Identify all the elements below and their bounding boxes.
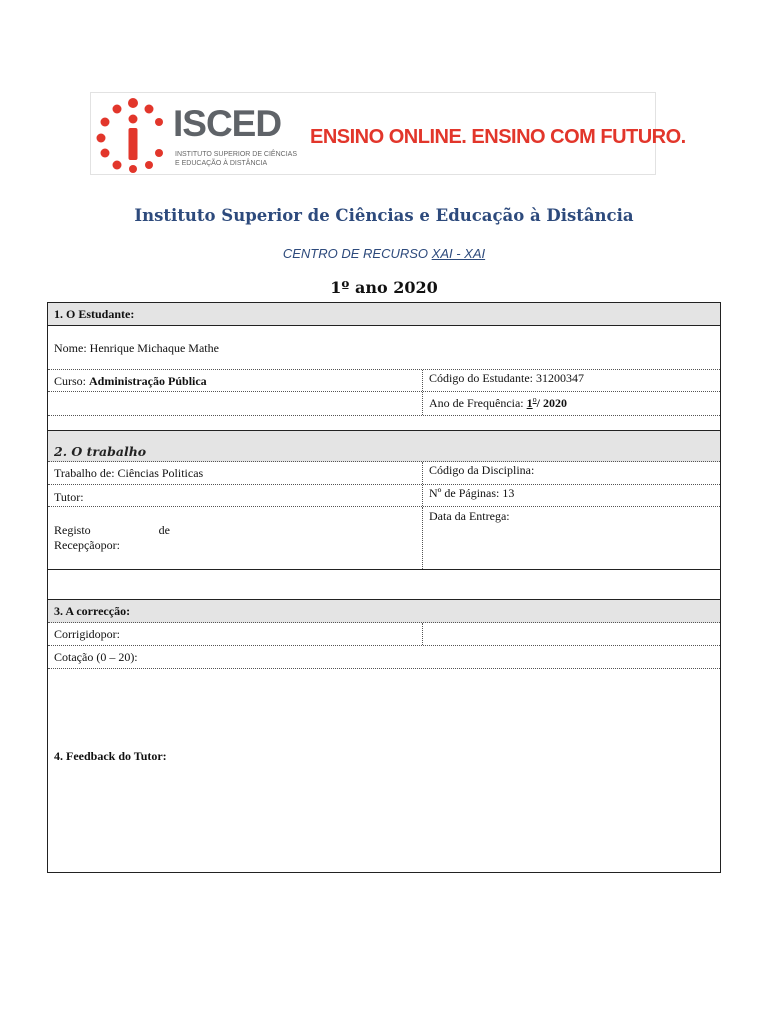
- curso-row: [48, 370, 720, 392]
- corrigido-row: [48, 623, 720, 646]
- trabalho-text: Trabalho de: Ciências Politicas: [54, 466, 204, 480]
- logo-wordmark: ISCED: [173, 103, 282, 144]
- registo-row: [48, 507, 720, 570]
- centro-recurso: CENTRO DE RECURSO XAI - XAI: [282, 246, 486, 261]
- trabalho-row: [48, 462, 720, 485]
- institution-title: Instituto Superior de Ciências e Educação à Distância: [134, 206, 634, 225]
- cotacao-row: [48, 646, 720, 669]
- codigo-disciplina: Código da Disciplina:: [429, 463, 535, 477]
- nome-row: [48, 326, 720, 370]
- cover-form: [47, 302, 721, 873]
- section3-title: 3. A correcção:: [54, 604, 131, 618]
- corrigido-text: Corrigidopor:: [54, 627, 120, 641]
- section1-header: [48, 303, 720, 326]
- logo-subtitle: INSTITUTO SUPERIOR DE CIÊNCIAS E EDUCAÇÃO À DISTÂNCIA: [175, 151, 297, 167]
- cotacao-text: Cotação (0 – 20):: [54, 650, 138, 664]
- section1-title: 1. O Estudante:: [54, 307, 135, 321]
- section2-title: 2. O trabalho: [54, 444, 147, 459]
- isced-logo-icon: [93, 95, 171, 173]
- registo-text: Registo de Recepçãopor:: [54, 523, 170, 552]
- ano-frequencia: Ano de Frequência: 1$^o$/ 2020: [429, 395, 567, 410]
- feedback-title: 4. Feedback do Tutor:: [54, 749, 167, 763]
- tutor-row: [48, 485, 720, 507]
- spacer-row: [48, 416, 720, 431]
- section2-header: [48, 431, 720, 462]
- logo-banner: [90, 92, 686, 175]
- paginas-text: Nº de Páginas: 13: [429, 486, 515, 500]
- logo-slogan: ENSINO ONLINE. ENSINO COM FUTURO.: [310, 126, 686, 148]
- tutor-text: Tutor:: [54, 490, 84, 504]
- feedback-area: [48, 669, 720, 872]
- curso-label: Curso:: [54, 374, 90, 388]
- data-entrega: Data da Entrega:: [429, 509, 510, 523]
- ano-frequencia-row: [48, 392, 720, 416]
- curso-value: Administração Pública: [89, 374, 207, 388]
- codigo-estudante: Código do Estudante: 31200347: [429, 371, 584, 385]
- codigo-estudante-cell: [423, 370, 720, 391]
- section3-header: [48, 600, 720, 623]
- spacer-row-2: [48, 570, 720, 600]
- curso-cell: [48, 370, 423, 391]
- year-line: 1º ano 2020: [330, 278, 438, 297]
- nome-text: Nome: Henrique Michaque Mathe: [54, 341, 219, 355]
